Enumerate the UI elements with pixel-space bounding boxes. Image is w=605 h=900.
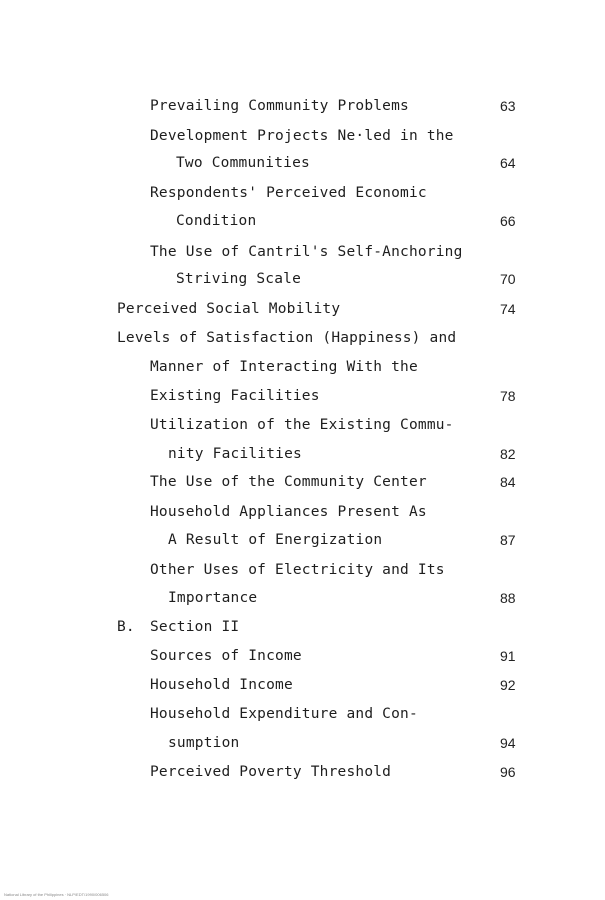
toc-page-number: 84 (500, 474, 516, 490)
toc-page-number: 96 (500, 764, 516, 780)
toc-page-number: 91 (500, 648, 516, 664)
toc-page-number: 78 (500, 388, 516, 404)
toc-page-number: 74 (500, 301, 516, 317)
toc-entry-text: Importance (168, 590, 258, 606)
toc-entry-text: Condition (176, 213, 257, 229)
toc-entry-text: Household Appliances Present As (150, 504, 427, 520)
toc-entry-text: Prevailing Community Problems (150, 98, 409, 114)
toc-entry-text: Levels of Satisfaction (Happiness) and (117, 330, 457, 346)
toc-entry-text: Sources of Income (150, 648, 302, 664)
toc-entry-text: nity Facilities (168, 446, 302, 462)
toc-entry-text: Other Uses of Electricity and Its (150, 562, 445, 578)
toc-page-number: 88 (500, 590, 516, 606)
toc-entry-text: The Use of Cantril's Self-Anchoring (150, 244, 463, 260)
footer-watermark: National Library of the Philippines · NLP/EDT/1990/006506 (4, 892, 109, 897)
toc-entry-text: Utilization of the Existing Commu- (150, 417, 454, 433)
toc-entry-text: Household Income (150, 677, 293, 693)
toc-page-number: 82 (500, 446, 516, 462)
toc-entry-text: Perceived Poverty Threshold (150, 764, 392, 780)
toc-entry-text: Manner of Interacting With the (150, 359, 418, 375)
toc-entry-text: Perceived Social Mobility (117, 301, 341, 317)
toc-page-number: 64 (500, 155, 516, 171)
toc-page-number: 92 (500, 677, 516, 693)
section-label: B. (117, 619, 135, 635)
toc-entry-text: Household Expenditure and Con- (150, 706, 418, 722)
toc-entry-text: The Use of the Community Center (150, 474, 427, 490)
toc-entry-text: Development Projects Ne·led in the (150, 128, 454, 144)
toc-page-number: 94 (500, 735, 516, 751)
toc-page-number: 87 (500, 532, 516, 548)
toc-page-number: 63 (500, 98, 516, 114)
toc-page-number: 70 (500, 271, 516, 287)
toc-entry-text: Striving Scale (176, 271, 302, 287)
toc-entry-text: sumption (168, 735, 240, 751)
toc-entry-text: Respondents' Perceived Economic (150, 185, 427, 201)
toc-page-number: 66 (500, 213, 516, 229)
toc-entry-text: Two Communities (176, 155, 310, 171)
toc-entry-text: Section II (150, 619, 240, 635)
toc-entry-text: A Result of Energization (168, 532, 383, 548)
toc-entry-text: Existing Facilities (150, 388, 320, 404)
